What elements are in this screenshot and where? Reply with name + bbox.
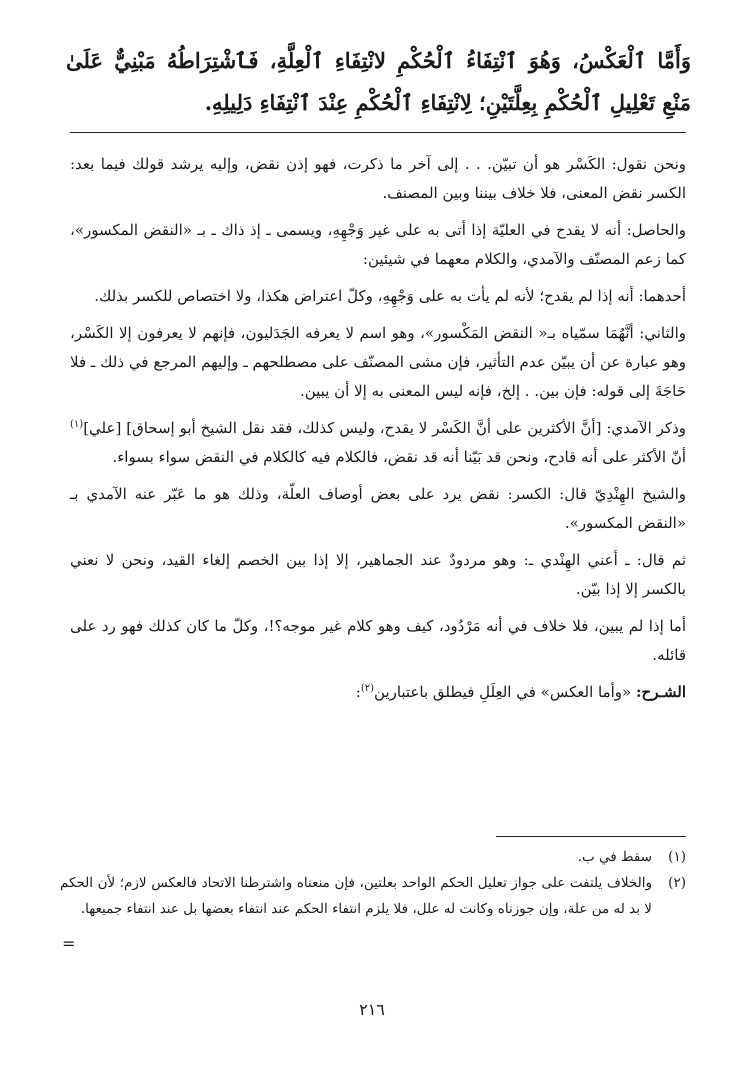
- footnote-2: [60, 870, 686, 922]
- paragraph-1: ونحن نقول: الكَسْر هو أن تبيّن. . . إلى آخر ما ذكرت، فهو إذن نقض، وإليه يرشد قولك فيما بعد: الكسر نقض المعنى، فلا خلاف بيننا وبين المصنف.: [70, 155, 686, 202]
- paragraph-5-tail: أنّ الأكثر على أنه قادح، ونحن قد بَيّنا أنه قد نقض، فالكلام فيه كالكلام في النقض سواء بسواء.: [112, 448, 686, 466]
- commentary-body: [70, 150, 686, 715]
- paragraph-5-head: وذكر الآمدي: [أنَّ الأكثرين على أنَّ الكَسْر لا يقدح، وليس كذلك، فقد نقل الشيخ أبو إسحاق] [علي]: [83, 419, 686, 437]
- page-number: ٢١٦: [359, 1000, 385, 1019]
- sharh-label: الشـرح:: [635, 683, 686, 701]
- paragraph-6: والشيخ الهِنْدِيّ قال: الكسر: نقض يرد على بعض أوصاف العلّة، وذلك هو ما عَبّر عنه الآمدي بـ «النقض المكسور».: [70, 485, 686, 532]
- footnote-separator-rule: [496, 836, 686, 837]
- sharh-line: الشـرح: «وأما العكس» في العِلَلِ فيطلق باعتبارين$^{(٢)}$:: [355, 683, 686, 701]
- footnote-ref-2: (٢): [360, 683, 374, 694]
- footnote-number: (٢): [668, 875, 686, 891]
- matn-text: وَأَمَّا ٱلْعَكْسُ، وَهُوَ ٱنْتِفَاءُ ٱلْحُكْمِ لانْتِفَاءِ ٱلْعِلَّةِ، فَٱشْتِرَاطُهُ مَبْنِيٌّ عَلَىٰ مَنْعِ تَعْلِيلِ ٱلْحُكْمِ بِعِلَّتَيْنِ؛ لِانْتِفَاءِ ٱلْحُكْمِ عِنْدَ ٱنْتِفَاءِ دَلِيلِهِ.: [66, 48, 692, 115]
- footnote-ref-1: (١): [70, 419, 84, 430]
- footnotes: [60, 844, 686, 922]
- sharh-text: «وأما العكس» في العِلَلِ فيطلق باعتبارين: [374, 683, 632, 701]
- footnote-1: [60, 844, 686, 870]
- paragraph-8: أما إذا لم يبين، فلا خلاف في أنه مَرْدُود، كيف وهو كلام غير موجه؟!، وكلّ ما كان كذلك فهو رد على قائله.: [70, 617, 686, 664]
- footnote-text: والخلاف يلتفت على جواز تعليل الحكم الواحد بعلتين، فإن منعناه واشترطنا الاتحاد فالعكس لازم؛ لأن الحكم لا بد له من علة، وإن جوزناه وكانت له علل، فلا يلزم انتفاء الحكم عند انتفاء بعضها بل عند انتفاء جميعها.: [60, 875, 652, 917]
- paragraph-3: أحدهما: أنه إذا لم يقدح؛ لأنه لم يأت به على وَجْهِهِ، وكلّ اعتراض هكذا، ولا اختصاص للكسر بذلك.: [94, 287, 686, 305]
- paragraph-5: [70, 414, 686, 472]
- paragraph-4: والثاني: أنَّهُمَا سمّياه بـ« النقض المَكْسور»، وهو اسم لا يعرفه الجَدَليون، فإنهم لا يعرفون إلا الكَسْر، وهو عبارة عن أن يبيّن عدم التأثير، فإن مشى المصنّف على مصطلحهم ـ وإليهم المرجع في ذلك ـ فلا حَاجَةَ إلى قوله: فإن بين. . إلخ، فإنه ليس المعنى به إلا أن يبين.: [70, 324, 686, 400]
- paragraph-7: ثم قال: ـ أعني الهِنْدي ـ: وهو مردودٌ عند الجماهير، إلا إذا بين الخصم إلغاء القيد، ونحن لا نعني بالكسر إلا إذا بيّن.: [70, 551, 686, 598]
- paragraph-2: والحاصل: أنه لا يقدح في العليّة إذا أتى به على غير وَجْهِهِ، ويسمى ـ إذ ذاك ـ بـ «النقض المكسور»، كما زعم المصنّف والآمدي، والكلام معهما في شيئين:: [70, 221, 686, 268]
- continuation-mark: =: [62, 934, 76, 953]
- matn-separator-rule: [70, 132, 686, 133]
- footnote-number: (١): [668, 849, 686, 865]
- footnote-text: سقط في ب.: [577, 849, 652, 865]
